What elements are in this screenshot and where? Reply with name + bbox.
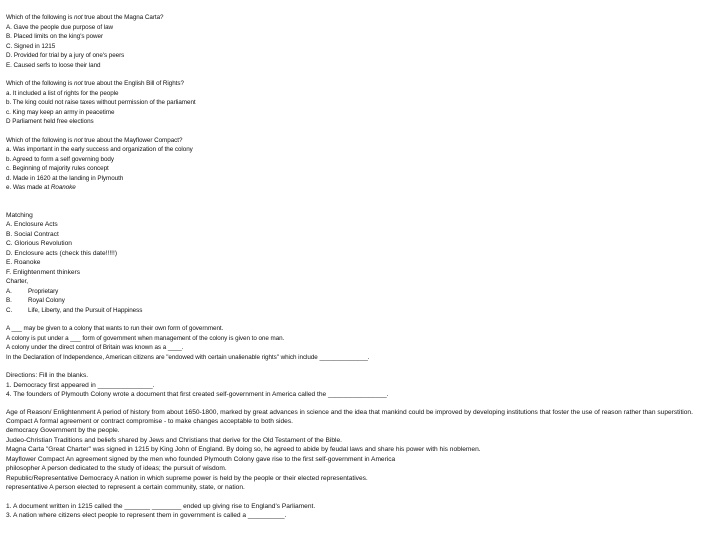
charter-item [6, 287, 712, 297]
charter-text: Life, Liberty, and the Pursuit of Happiness [28, 306, 143, 314]
directions-item: 1. Democracy first appeared in _______________. [6, 381, 155, 389]
matching-item: C. Glorious Revolution [6, 240, 72, 247]
directions-title: Directions: Fill in the blanks. [6, 372, 89, 379]
blank-statement: A colony under the direct control of Britain was known as a ____. [6, 344, 184, 351]
answer-option: D. Provided for trial by a jury of one's peers [6, 52, 125, 59]
answer-option: a. It included a list of rights for the people [6, 89, 119, 97]
answer-option: D Parliament held free elections [6, 118, 94, 125]
answer-option: d. Made in 1620 at the landing in Plymouth [6, 174, 124, 182]
answer-option: C. Signed in 1215 [6, 42, 56, 50]
charter-item [6, 306, 712, 316]
charter-text: Royal Colony [28, 297, 65, 304]
charter-item [6, 296, 712, 306]
directions-item: 4. The founders of Plymouth Colony wrote a document that first created self-government in America called the ________________. [6, 391, 389, 398]
emphasis-not: not [74, 136, 83, 144]
answer-option: b. The king could not raise taxes without permission of the parliament [6, 99, 196, 106]
answer-option: A. Gave the people due purpose of law [6, 23, 114, 31]
charter-letter: C. [6, 306, 13, 314]
matching-title: Matching [6, 211, 33, 219]
document-page [6, 13, 712, 521]
answer-option: c. King may keep an army in peacetime [6, 108, 115, 116]
answer-option: b. Agreed to form a self governing body [6, 155, 114, 163]
charter-text: Proprietary [28, 287, 59, 295]
glossary-entry: Magna Carta "Great Charter" was signed in 1215 by King John of England. By doing so, he agreed to abide by feudal laws and share his power with his noblemen. [6, 446, 481, 454]
glossary-entry: Age of Reason/ Enlightenment A period of history from about 1650-1800, marked by great advances in science and the idea that mankind could be improved by developing institutions that foster the use of reason rather than superstition. [6, 408, 693, 416]
emphasis-roanoke: Roanoke [50, 184, 76, 191]
answer-option: c. Beginning of majority rules concept [6, 165, 109, 172]
glossary-entry: philosopher A person dedicated to the study of ideas; the pursuit of wisdom. [6, 465, 227, 473]
charter-title: Charter, [6, 278, 28, 285]
glossary-entry: democracy Government by the people. [6, 427, 120, 435]
emphasis-not: not [74, 80, 83, 87]
answer-option: e. Was made at Roanoke [6, 184, 76, 191]
question-text: Which of the following is not true about the English Bill of Rights? [6, 80, 184, 87]
charter-letter: A. [6, 287, 12, 295]
matching-item: E. Roanoke [6, 259, 41, 266]
glossary-entry: representative A person elected to represent a certain community, state, or nation. [6, 484, 245, 492]
answer-option: B. Placed limits on the king's power [6, 33, 104, 40]
blank-statement: In the Declaration of Independence, American citizens are "endowed with certain unalienable rights" which include ______________. [6, 353, 370, 361]
emphasis-not: not [74, 14, 83, 21]
matching-item: B. Social Contract [6, 230, 59, 238]
question-text: Which of the following is not true about the Magna Carta? [6, 14, 164, 21]
question-text: Which of the following is not true about the Mayflower Compact? [6, 136, 183, 144]
matching-item: A. Enclosure Acts [6, 221, 58, 228]
fill-blank-question: 3. A nation where citizens elect people to represent them in government is called a __________. [6, 512, 287, 520]
charter-letter: B. [6, 297, 12, 304]
glossary-entry: Judeo-Christian Traditions and beliefs shared by Jews and Christians that derive for the Old Testament of the Bible. [6, 436, 342, 444]
blank-statement: A ___ may be given to a colony that wants to run their own form of government. [6, 325, 224, 332]
fill-blank-question: 1. A document written in 1215 called the _______ ________ ended up giving rise to England's Parliament. [6, 502, 316, 510]
glossary-entry: Compact A formal agreement or contract compromise - to make changes acceptable to both sides. [6, 417, 293, 425]
matching-item: D. Enclosure acts (check this date!!!!!) [6, 249, 118, 257]
blank-statement: A colony is put under a ___ form of government when management of the colony is given to one man. [6, 334, 285, 342]
matching-item: F. Enlightenment thinkers [6, 268, 81, 276]
answer-option: a. Was important in the early success and organization of the colony [6, 146, 193, 153]
glossary-entry: Republic/Representative Democracy A nation in which supreme power is held by the people or their elected representatives. [6, 474, 368, 482]
glossary-entry: Mayflower Compact An agreement signed by the men who founded Plymouth Colony gave rise to the first self-government in America [6, 455, 396, 463]
answer-option: E. Caused serfs to loose their land [6, 61, 101, 69]
